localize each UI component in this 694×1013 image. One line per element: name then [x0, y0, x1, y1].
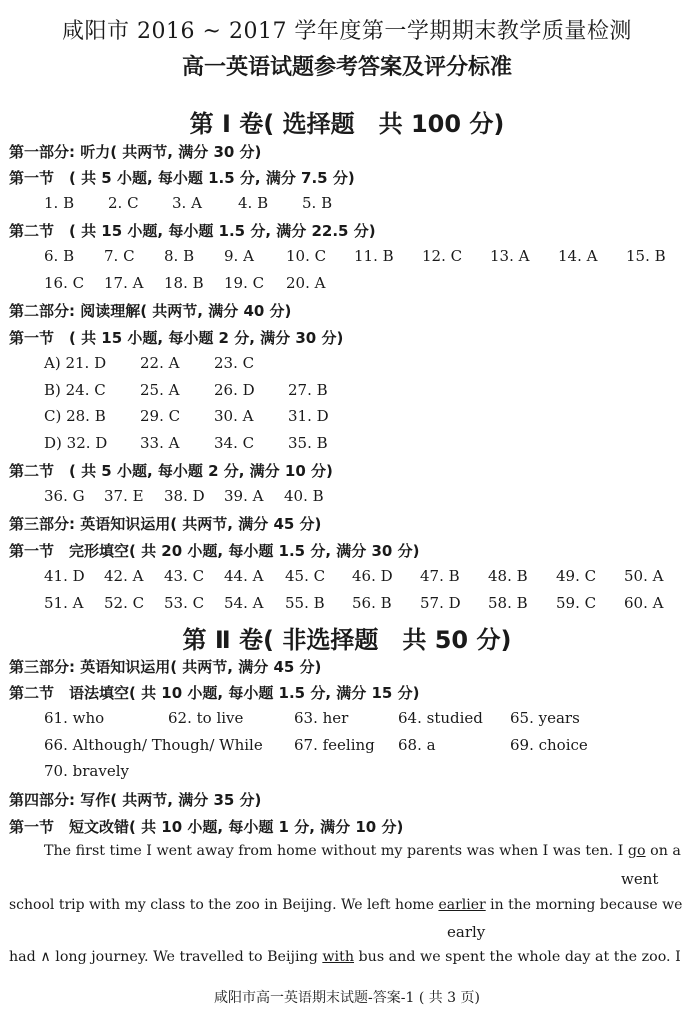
- answer-item: 1. B: [44, 194, 75, 212]
- part3-sec2-heading: 第二节 语法填空( 共 10 小题, 每小题 1.5 分, 满分 15 分): [9, 684, 420, 702]
- answer-item: 25. A: [140, 381, 180, 399]
- answer-item: 18. B: [164, 274, 204, 292]
- error-word: with: [322, 949, 355, 965]
- answer-item: 36. G: [44, 487, 85, 505]
- answer-item: 67. feeling: [294, 736, 375, 754]
- answer-item: 14. A: [558, 247, 598, 265]
- answer-item: 33. A: [140, 434, 180, 452]
- answer-item: 44. A: [224, 567, 264, 585]
- answer-item: 9. A: [224, 247, 254, 265]
- answer-item: 23. C: [214, 354, 255, 372]
- answer-item: 46. D: [352, 567, 393, 585]
- answer-item: 8. B: [164, 247, 195, 265]
- error-word: go: [627, 843, 646, 859]
- part1-heading: 第一部分: 听力( 共两节, 满分 30 分): [9, 143, 262, 161]
- answer-item: 39. A: [224, 487, 264, 505]
- answer-item: 2. C: [108, 194, 139, 212]
- passage-line: had ∧ long journey. We travelled to Beijing with bus and we spent the whole day at the zoo. I: [9, 949, 681, 965]
- part3-heading: 第三部分: 英语知识运用( 共两节, 满分 45 分): [9, 658, 322, 676]
- answer-item: 19. C: [224, 274, 265, 292]
- answer-item: 20. A: [286, 274, 326, 292]
- answer-item: 4. B: [238, 194, 269, 212]
- part2-heading: 第二部分: 阅读理解( 共两节, 满分 40 分): [9, 302, 292, 320]
- page-footer: 咸阳市高一英语期末试题-答案-1 ( 共 3 页): [214, 990, 480, 1006]
- answer-item: 41. D: [44, 567, 85, 585]
- answer-item: 62. to live: [168, 709, 244, 727]
- answer-item: 70. bravely: [44, 762, 129, 780]
- answer-item: 5. B: [302, 194, 333, 212]
- answer-item: 13. A: [490, 247, 530, 265]
- answer-item: 47. B: [420, 567, 460, 585]
- answer-item: 43. C: [164, 567, 205, 585]
- answer-item: 49. C: [556, 567, 597, 585]
- exam-title: 咸阳市 2016 ~ 2017 学年度第一学期期末教学质量检测: [62, 19, 632, 44]
- answer-item: 52. C: [104, 594, 145, 612]
- answer-item: 64. studied: [398, 709, 483, 727]
- part1-sec1-heading: 第一节 ( 共 5 小题, 每小题 1.5 分, 满分 7.5 分): [9, 169, 355, 187]
- volume2-title: 第 Ⅱ 卷( 非选择题 共 50 分): [182, 626, 512, 654]
- answer-item: 53. C: [164, 594, 205, 612]
- answer-item: D) 32. D: [44, 434, 108, 452]
- correction-word: went: [621, 870, 659, 888]
- answer-item: 68. a: [398, 736, 436, 754]
- answer-item: C) 28. B: [44, 407, 106, 425]
- part3-heading: 第三部分: 英语知识运用( 共两节, 满分 45 分): [9, 515, 322, 533]
- answer-item: 40. B: [284, 487, 324, 505]
- part3-sec1-heading: 第一节 完形填空( 共 20 小题, 每小题 1.5 分, 满分 30 分): [9, 542, 420, 560]
- answer-item: 31. D: [288, 407, 329, 425]
- answer-item: 10. C: [286, 247, 327, 265]
- answer-item: 38. D: [164, 487, 205, 505]
- answer-item: 56. B: [352, 594, 392, 612]
- answer-item: 57. D: [420, 594, 461, 612]
- answer-item: 11. B: [354, 247, 394, 265]
- answer-item: 66. Although/ Though/ While: [44, 736, 263, 754]
- answer-item: 37. E: [104, 487, 144, 505]
- answer-item: 60. A: [624, 594, 664, 612]
- answer-item: 12. C: [422, 247, 463, 265]
- answer-item: 42. A: [104, 567, 144, 585]
- answer-item: 17. A: [104, 274, 144, 292]
- part2-sec2-heading: 第二节 ( 共 5 小题, 每小题 2 分, 满分 10 分): [9, 462, 333, 480]
- answer-item: 27. B: [288, 381, 328, 399]
- answer-item: 15. B: [626, 247, 666, 265]
- answer-key-title: 高一英语试题参考答案及评分标准: [181, 55, 512, 80]
- answer-item: 45. C: [285, 567, 326, 585]
- answer-item: 26. D: [214, 381, 255, 399]
- answer-item: 69. choice: [510, 736, 588, 754]
- answer-item: B) 24. C: [44, 381, 106, 399]
- answer-item: 51. A: [44, 594, 84, 612]
- answer-item: 29. C: [140, 407, 181, 425]
- answer-item: 16. C: [44, 274, 85, 292]
- answer-item: 65. years: [510, 709, 580, 727]
- answer-item: 35. B: [288, 434, 328, 452]
- passage-line: The first time I went away from home without my parents was when I was ten. I go on a: [44, 843, 681, 859]
- answer-item: 54. A: [224, 594, 264, 612]
- insert-mark: ∧: [40, 949, 51, 965]
- part2-sec1-heading: 第一节 ( 共 15 小题, 每小题 2 分, 满分 30 分): [9, 329, 344, 347]
- part4-sec1-heading: 第一节 短文改错( 共 10 小题, 每小题 1 分, 满分 10 分): [9, 818, 404, 836]
- part4-heading: 第四部分: 写作( 共两节, 满分 35 分): [9, 791, 262, 809]
- answer-item: 6. B: [44, 247, 75, 265]
- answer-item: 34. C: [214, 434, 255, 452]
- answer-item: 48. B: [488, 567, 528, 585]
- volume1-title: 第 Ⅰ 卷( 选择题 共 100 分): [189, 110, 505, 138]
- answer-item: 3. A: [172, 194, 202, 212]
- answer-item: 63. her: [294, 709, 349, 727]
- answer-item: 22. A: [140, 354, 180, 372]
- correction-word: early: [447, 923, 486, 941]
- answer-item: 59. C: [556, 594, 597, 612]
- passage-line: school trip with my class to the zoo in Beijing. We left home earlier in the morning because we: [9, 897, 683, 913]
- part1-sec2-heading: 第二节 ( 共 15 小题, 每小题 1.5 分, 满分 22.5 分): [9, 222, 376, 240]
- answer-item: 30. A: [214, 407, 254, 425]
- answer-item: 58. B: [488, 594, 528, 612]
- answer-item: 50. A: [624, 567, 664, 585]
- error-word: earlier: [438, 897, 486, 913]
- answer-item: 61. who: [44, 709, 105, 727]
- answer-item: 55. B: [285, 594, 325, 612]
- answer-item: A) 21. D: [44, 354, 107, 372]
- answer-item: 7. C: [104, 247, 135, 265]
